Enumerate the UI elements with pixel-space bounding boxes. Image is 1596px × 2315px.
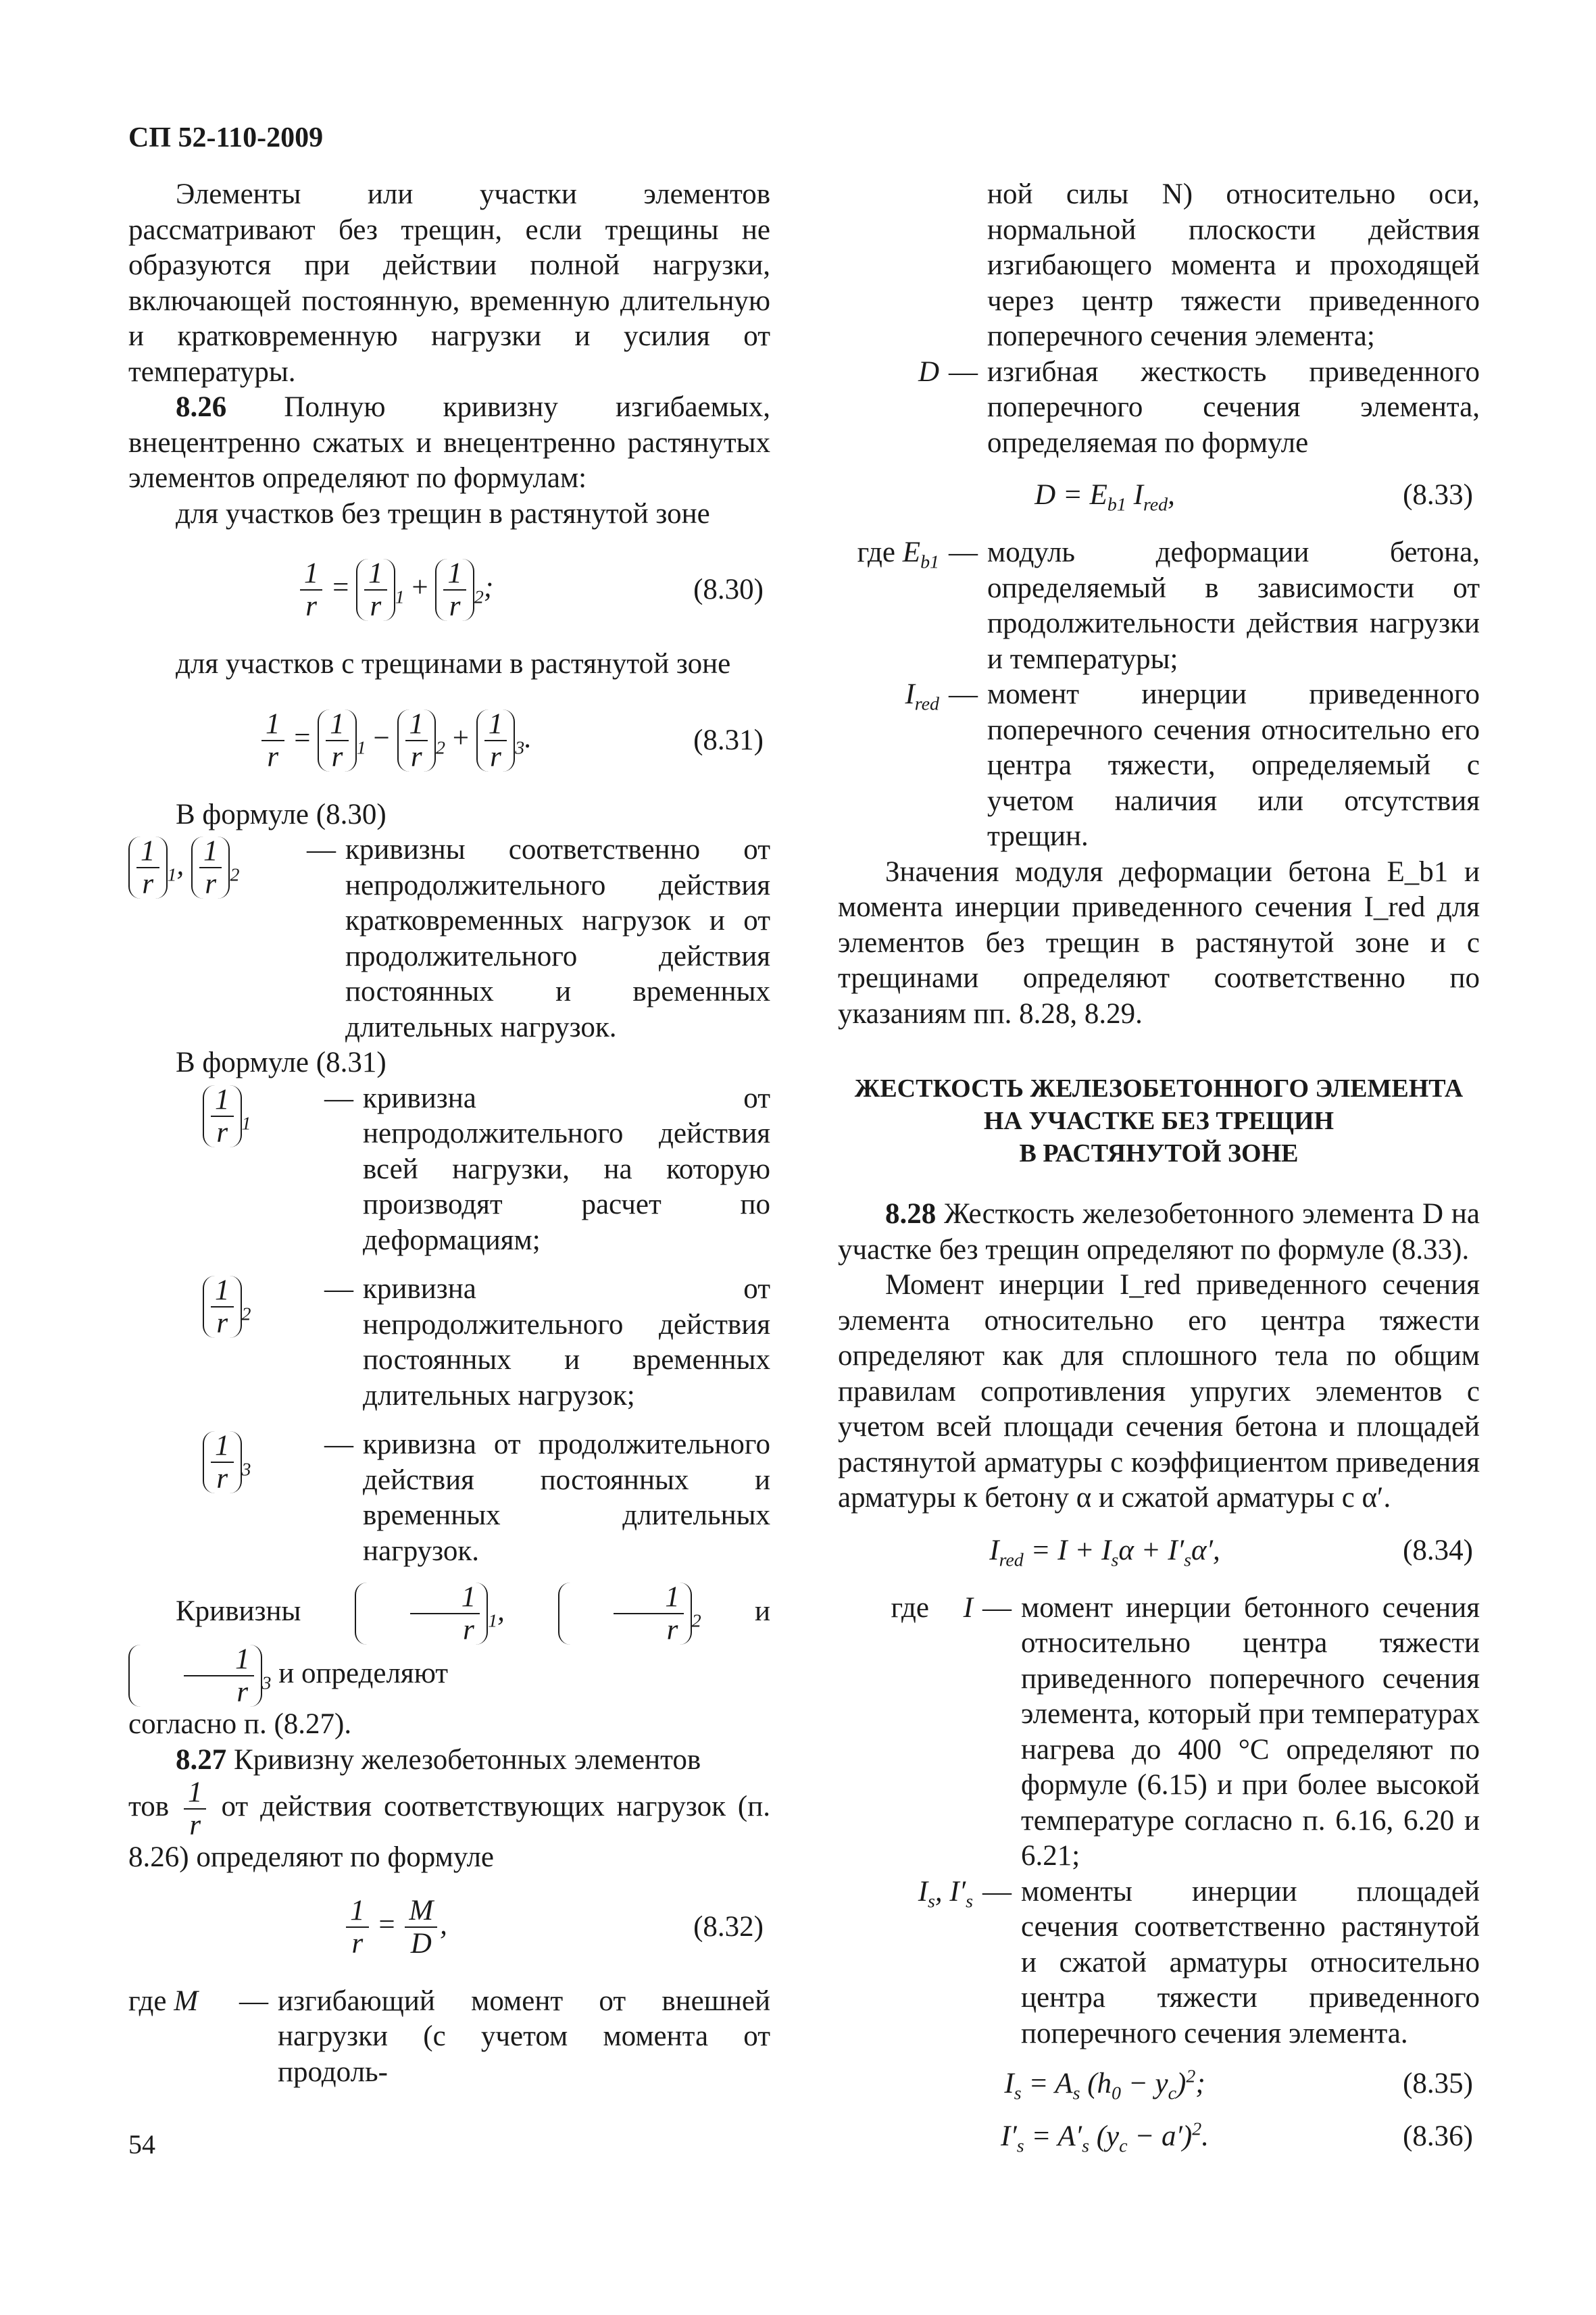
paragraph: 8.27 Кривизну железобетонных элементов	[176, 1743, 701, 1776]
paragraph: В формуле (8.30)	[176, 798, 386, 830]
definition-row: $\frac{1}{r}$ $_1$ — кривизна от непродолжительного действия всей нагрузки, на которую производят расчет по деформациям;	[128, 1081, 770, 1259]
paragraph: для участков без трещин в растянутой зоне	[176, 497, 710, 530]
definition-row: $I_{red}$ — момент инерции приведенного поперечного сечения относительно его центра тяжести, определяемый с учетом наличия или отсутствия трещин.	[905, 678, 1480, 852]
paragraph: для участков с трещинами в растянутой зоне	[176, 648, 731, 680]
paragraph: тов $\frac{1}{r}$ от действия соответствующих нагрузок (п. 8.26) определяют по формуле	[128, 1776, 771, 1873]
paragraph: Момент инерции I_red приведенного сечения элемента относительно его центра тяжести определяют как для сплошного тела по общим правилам сопротивления упругих элементов с учетом всей площади сечения бетона и площадей растянутой арматуры с коэффициентом приведения арматуры к бетону α и сжатой арматуры с α′.	[838, 1269, 1480, 1514]
formula-8-34: $I_{red} = I + I_s\alpha + I'_s\alpha'$, (8.34)	[989, 1534, 1473, 1571]
page-number: 54	[128, 2129, 155, 2160]
paragraph: Элементы или участки элементов рассматривают без трещин, если трещины не образуются при действии полной нагрузки, включающей постоянную, временную длительную и кратковременную нагрузки и усилия от температуры.	[128, 178, 770, 388]
formula-number: (8.33)	[1403, 479, 1473, 511]
definition-row: ной силы N) относительно оси, нормальной плоскости действия изгибающего момента и проходящей через центр тяжести приведенного поперечного сечения элемента;	[987, 178, 1480, 352]
formula-8-35: $I_s = A_s$ $(h_0 - y_c)^2$; (8.35)	[1004, 2066, 1473, 2104]
formula-number: (8.36)	[1403, 2120, 1473, 2152]
formula-number: (8.31)	[693, 724, 764, 756]
definition-row: $\frac{1}{r}$ $_3$ — кривизна от продолжительного действия постоянных и временных длительных нагрузок.	[128, 1427, 770, 1569]
formula-8-36: $I'_s = A'_s$ $(y_c - a')^2$. (8.36)	[1001, 2118, 1473, 2157]
paragraph: 8.26 Полную кривизну изгибаемых, внецентренно сжатых и внецентренно растянутых элементов определяют по формулам:	[128, 391, 770, 494]
section-heading: ЖЕСТКОСТЬ ЖЕЛЕЗОБЕТОННОГО ЭЛЕМЕНТА НА УЧАСТКЕ БЕЗ ТРЕЩИН В РАСТЯНУТОЙ ЗОНЕ	[854, 1074, 1464, 1168]
paragraph: Значения модуля деформации бетона E_b1 и момента инерции приведенного сечения I_red для элементов без трещин в растянутой зоне и с трещинами определяют соответственно по указаниям пп. 8.28, 8.29.	[838, 855, 1480, 1030]
paragraph: согласно п. (8.27).	[128, 1708, 352, 1740]
clause-number: 8.27	[176, 1743, 227, 1776]
paragraph: 8.28 Жесткость железобетонного элемента D на участке без трещин определяют по формуле (8.33).	[838, 1198, 1480, 1266]
definition-row: $\frac{1}{r}$ $_1$, $\frac{1}{r}$ $_2$ — кривизны соответственно от непродолжительного действия кратковременных нагрузок и от продолжительного действия постоянных и временных длительных нагрузок.	[128, 832, 770, 1045]
paragraph: Кривизны $\frac{1}{r}$ $_1$, $\frac{1}{r}$ $_2$ и $\frac{1}{r}$ $_3$ и определяют	[128, 1583, 770, 1707]
clause-number: 8.28	[885, 1198, 937, 1230]
definition-row: где I — момент инерции бетонного сечения относительно центра тяжести приведенного поперечного сечения элемента, который при температурах нагрева до 400 °С определяют по формуле (6.15) и при более высокой температуре согласно п. 6.16, 6.20 и 6.21;	[891, 1591, 1480, 1872]
formula-number: (8.30)	[693, 574, 764, 605]
formula-number: (8.35)	[1403, 2068, 1473, 2099]
formula-8-30: $\frac{1}{r}$ = $\frac{1}{r}$ $_1$ + $\frac{1}{r}$ $_2$; (8.30)	[128, 532, 770, 647]
clause-number: 8.26	[176, 391, 227, 423]
definition-row: где M — изгибающий момент от внешней нагрузки (с учетом момента от продоль-	[128, 1985, 770, 2088]
paragraph: В формуле (8.31)	[176, 1047, 386, 1078]
formula-number: (8.34)	[1403, 1534, 1473, 1566]
formula-8-32: $\frac{1}{r}$ = $\frac{M}{D}$ , (8.32)	[128, 1876, 770, 1984]
formula-8-31: $\frac{1}{r}$ = $\frac{1}{r}$ $_1$ − $\frac{1}{r}$ $_2$ + $\frac{1}{r}$ $_3$. (8.31)	[128, 682, 770, 797]
definition-row: где $E_{b1}$ — модуль деформации бетона, определяемый в зависимости от продолжительности действия нагрузки и температуры;	[857, 537, 1480, 675]
definition-row: D — изгибная жесткость приведенного поперечного сечения элемента, определяемая по формуле	[918, 355, 1480, 459]
right-column	[838, 177, 1480, 2166]
formula-number: (8.32)	[693, 1910, 764, 1943]
document-header: СП 52-110-2009	[128, 122, 324, 153]
left-column	[128, 177, 770, 2090]
formula-8-33: $D = E_{b1}$ $I_{red}$, (8.33)	[1034, 479, 1473, 516]
definition-row: $I_s$, $I'_s$ — моменты инерции площадей сечения соответственно растянутой и сжатой арматуры относительно центра тяжести приведенного поперечного сечения элемента.	[918, 1875, 1480, 2049]
definition-row: $\frac{1}{r}$ $_2$ — кривизна от непродолжительного действия постоянных и временных длительных нагрузок;	[128, 1272, 770, 1414]
